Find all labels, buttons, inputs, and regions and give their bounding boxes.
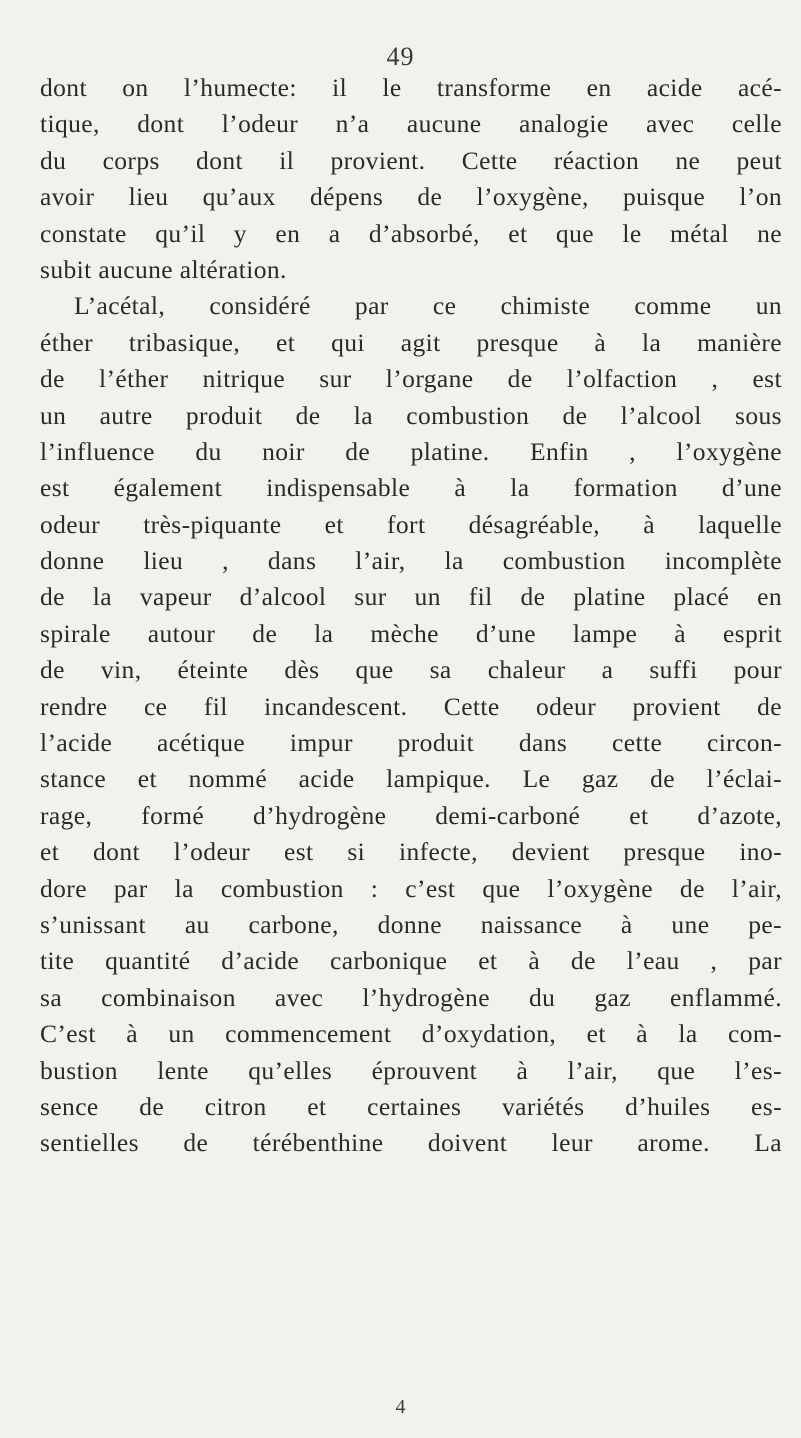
text-line: stance et nommé acide lampique. Le gaz de l’éclai- bbox=[40, 764, 782, 794]
text-line: rage, formé d’hydrogène demi-carboné et d’azote, bbox=[40, 800, 782, 830]
text-line: est également indispensable à la formation d’une bbox=[40, 473, 782, 503]
text-line: odeur très-piquante et fort désagréable, à laquelle bbox=[40, 509, 782, 539]
text-line: avoir lieu qu’aux dépens de l’oxygène, puisque l’on bbox=[40, 182, 782, 212]
text-line: l’acide acétique impur produit dans cette circon- bbox=[40, 728, 782, 758]
text-line: sentielles de térébenthine doivent leur arome. La bbox=[40, 1128, 782, 1158]
signature-mark: 4 bbox=[395, 1396, 406, 1418]
text-line: sence de citron et certaines variétés d’huiles es- bbox=[40, 1091, 782, 1121]
text-line: de l’éther nitrique sur l’organe de l’olfaction , est bbox=[40, 364, 782, 394]
text-line: et dont l’odeur est si infecte, devient presque ino- bbox=[40, 837, 782, 867]
text-line: constate qu’il y en a d’absorbé, et que le métal ne bbox=[40, 218, 782, 248]
text-line: dore par la combustion : c’est que l’oxygène de l’air, bbox=[40, 873, 782, 903]
text-line: éther tribasique, et qui agit presque à la manière bbox=[40, 327, 782, 357]
text-line: s’unissant au carbone, donne naissance à une pe- bbox=[40, 909, 782, 939]
text-line: spirale autour de la mèche d’une lampe à esprit bbox=[40, 618, 782, 648]
text-line: l’influence du noir de platine. Enfin , l’oxygène bbox=[40, 436, 782, 466]
body-text bbox=[40, 70, 782, 1162]
text-line: bustion lente qu’elles éprouvent à l’air, que l’es- bbox=[40, 1055, 782, 1085]
text-line: donne lieu , dans l’air, la combustion incomplète bbox=[40, 546, 782, 576]
text-line: rendre ce fil incandescent. Cette odeur provient de bbox=[40, 691, 782, 721]
text-line: du corps dont il provient. Cette réaction ne peut bbox=[40, 145, 782, 175]
text-line: sa combinaison avec l’hydrogène du gaz enflammé. bbox=[40, 982, 782, 1012]
page-number: 49 bbox=[386, 42, 415, 71]
text-line: C’est à un commencement d’oxydation, et à la com- bbox=[40, 1019, 782, 1049]
text-line: tique, dont l’odeur n’a aucune analogie avec celle bbox=[40, 109, 782, 139]
text-line: un autre produit de la combustion de l’alcool sous bbox=[40, 400, 782, 430]
text-line: de la vapeur d’alcool sur un fil de platine placé en bbox=[40, 582, 782, 612]
text-line: dont on l’humecte: il le transforme en acide acé- bbox=[40, 73, 782, 102]
text-line: tite quantité d’acide carbonique et à de l’eau , par bbox=[40, 946, 782, 976]
text-line: subit aucune altération. bbox=[40, 254, 287, 284]
text-line: de vin, éteinte dès que sa chaleur a suffi pour bbox=[40, 655, 782, 685]
text-line: L’acétal, considéré par ce chimiste comme un bbox=[74, 291, 782, 321]
